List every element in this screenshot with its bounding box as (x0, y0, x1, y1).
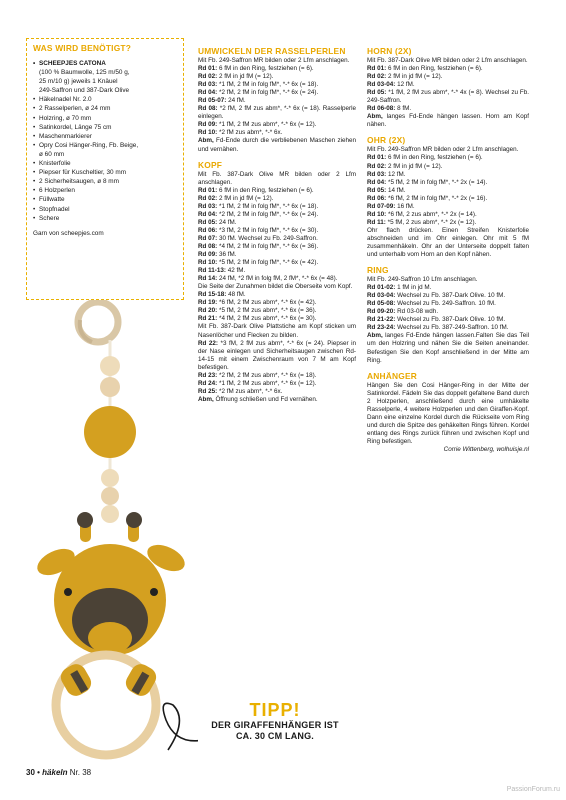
section-heading: OHR (2X) (367, 135, 406, 146)
round-label: Rd 21-22: (367, 316, 396, 324)
round-instruction (367, 113, 529, 129)
round-label: Rd 07-09: (367, 202, 396, 210)
round-text: langes Fd-Ende hängen lassen. Horn am Kopf nähen. (367, 113, 529, 129)
crochet-rattle-ball (84, 406, 136, 458)
materials-item: • Piepser für Kuscheltier, 30 mm (33, 168, 178, 177)
footer-dot: • (37, 768, 43, 777)
materials-item: 249-Saffron und 387-Dark Olive (39, 87, 130, 95)
round-instruction (198, 195, 356, 203)
instruction-text: Mit Fb. 249-Saffron MR bilden oder 2 Lfm anschlagen. (198, 57, 350, 64)
round-text: *2 fM zus abm*, *-* 6x. (217, 387, 283, 395)
round-label: Rd 05: (367, 89, 387, 97)
magazine-logo: häkeln (42, 768, 68, 777)
round-text: *2 fM, 2 fM zus abm*, *-* 6x (= 18). (217, 371, 317, 379)
round-label: Rd 09: (198, 251, 218, 259)
round-label: Rd 07: (198, 234, 218, 242)
round-text: Öffnung schließen und Fd vernähen. (213, 395, 318, 403)
round-text: *1 fM, 2 fM in folg fM*, *-* 6x (= 18). (217, 81, 319, 89)
round-text: *6 fM, 2 fM in folg fM*, *-* 2x (= 16). (386, 194, 488, 202)
round-instruction (198, 65, 356, 73)
giraffe-rattle-photo (18, 300, 198, 770)
round-instruction (198, 340, 356, 372)
round-label: Rd 03: (367, 170, 387, 178)
round-label: Rd 02: (367, 162, 387, 170)
round-text: *2 fM, 2 fM in folg fM*, *-* 6x (= 24). (217, 210, 319, 218)
round-label: Abm, (198, 137, 214, 145)
round-text: 2 fM in jd fM (= 12). (386, 162, 443, 170)
round-instruction (367, 219, 529, 227)
instruction-text: Die Seite der Zunahmen bildet die Oberseite vom Kopf. (198, 283, 353, 291)
round-instruction (367, 89, 529, 105)
round-instruction (367, 187, 529, 195)
round-text: *5 fM, 2 zus abm*, *-* 2x (= 12). (385, 218, 477, 226)
instruction-text: Mit Fb. 387-Dark Olive Plattstiche am Kopf sticken um Nasenlöcher und Flecken zu bilden. (198, 323, 356, 339)
round-instruction (198, 129, 356, 137)
round-label: Rd 05-08: (367, 300, 396, 308)
materials-item: • Holzring, ø 70 mm (33, 114, 178, 123)
round-label: Rd 06-08: (367, 105, 396, 113)
round-label: Rd 01-02: (367, 284, 396, 292)
round-label: Rd 03-04: (367, 292, 396, 300)
round-instruction (198, 203, 356, 211)
materials-item: • Knisterfolie (33, 159, 178, 168)
round-label: Rd 11: (367, 218, 386, 226)
round-text: 6 fM in den Ring, festziehen (= 6). (386, 154, 483, 162)
round-instruction (198, 372, 356, 380)
tipp-line-1: DER GIRAFFENHÄNGER IST (211, 720, 339, 730)
round-text: 2 fM in jd fM (= 12). (386, 73, 443, 81)
wood-bead (101, 505, 119, 523)
round-text: langes Fd-Ende hängen lassen.Falten Sie das Teil um den Holzring und nähen Sie die Seiten aneinander. Befestigen Sie den Kopf anschließend in der Mitte am Ring. (367, 332, 529, 364)
column-instructions-2 (367, 46, 529, 454)
round-label: Rd 23: (198, 371, 218, 379)
materials-heading: WAS WIRD BENÖTIGT? (33, 43, 132, 53)
round-text: *1 fM, 2 fM zus abm*, *-* 4x (= 8). Wechsel zu Fb. 249-Saffron. (367, 89, 529, 105)
round-text: *2 fM, 2 fM in folg fM*, *-* 6x (= 24). (217, 89, 319, 97)
section-heading: RING (367, 265, 389, 276)
round-instruction (367, 308, 529, 316)
round-label: Rd 14: (198, 275, 218, 283)
tipp-title: TIPP! (249, 700, 301, 720)
instruction-text: Ohr flach drücken. Einen Streifen Knisterfolie abschneiden und im Ohr einlegen. Ohr mit 5 fM zusammenhäkeln. Ohr an der Unterseite doppelt falten und unterhalb vom Horn an den Kopf nähen. (367, 226, 529, 259)
section-heading: ANHÄNGER (367, 370, 417, 381)
round-instruction (367, 292, 529, 300)
round-instruction (367, 316, 529, 324)
round-instruction (198, 275, 356, 283)
materials-item: • SCHEEPJES CATONA (33, 59, 178, 68)
round-label: Rd 08: (198, 242, 218, 250)
issue-number: Nr. 38 (69, 768, 92, 777)
materials-list (33, 59, 178, 223)
round-label: Rd 19: (198, 299, 218, 307)
round-instruction (367, 65, 529, 73)
page-number: 30 (26, 768, 35, 777)
round-instruction (198, 380, 356, 388)
round-text: *4 fM, 2 fM zus abm*, *-* 6x (= 30). (217, 315, 317, 323)
round-instruction (367, 284, 529, 292)
round-instruction (367, 332, 529, 364)
author-credit: Corrie Wittenberg, wolhuisje.nl (443, 445, 529, 453)
round-label: Rd 05: (198, 218, 218, 226)
round-label: Rd 03-04: (367, 81, 396, 89)
round-text: *1 fM, 2 fM zus abm*, *-* 6x (= 12). (217, 379, 317, 387)
round-label: Rd 06: (198, 226, 218, 234)
materials-item: • Opry Cosi Hänger-Ring, Fb. Beige, (33, 141, 178, 150)
round-text: 36 fM. (217, 251, 237, 259)
wood-bead (101, 469, 119, 487)
round-instruction (198, 243, 356, 251)
round-label: Rd 24: (198, 379, 218, 387)
round-label: Rd 09: (198, 121, 218, 129)
round-text: 24 fM. (217, 218, 237, 226)
round-label: Rd 08: (198, 105, 218, 113)
round-text: 42 fM. (226, 267, 246, 275)
round-text: Rd 03-08 wdh. (395, 308, 439, 316)
round-text: *1 fM, 2 fM in folg fM*, *-* 6x (= 18). (217, 202, 319, 210)
round-label: Rd 25: (198, 387, 218, 395)
round-label: Rd 11-13: (198, 267, 226, 275)
instruction-text: Mit Fb. 249-Saffron MR bilden oder 2 Lfm anschlagen. (367, 146, 519, 154)
round-instruction (367, 81, 529, 89)
round-text: 24 fM. (226, 97, 246, 105)
round-instruction (198, 259, 356, 267)
round-text: 8 fM. (395, 105, 412, 113)
round-instruction (367, 105, 529, 113)
round-text: 6 fM in den Ring, festziehen (= 6). (217, 65, 314, 73)
round-text: *5 fM, 2 fM in folg fM*, *-* 6x (= 42). (217, 259, 319, 267)
round-text: 48 fM. (226, 291, 246, 299)
round-text: 6 fM in den Ring, festziehen (= 6). (386, 65, 483, 73)
round-instruction (198, 267, 356, 275)
round-text: *6 fM, 2 zus abm*, *-* 2x (= 14). (386, 210, 477, 218)
round-text: 1 fM in jd M. (395, 284, 432, 292)
round-label: Rd 04: (367, 178, 387, 186)
round-instruction (198, 251, 356, 259)
giraffe-horn-tip (77, 512, 93, 528)
tipp-box (195, 700, 355, 742)
materials-item: • Schere (33, 214, 178, 223)
round-text: *5 fM, 2 fM zus abm*, *-* 6x (= 36). (217, 307, 317, 315)
round-text: 12 fM. (395, 81, 415, 89)
round-instruction (198, 97, 356, 105)
round-text: 14 fM. (386, 186, 406, 194)
round-text: 2 fM in jd fM (= 12). (217, 73, 274, 81)
round-text: Fd-Ende durch die verbliebenen Maschen ziehen und vernähen. (198, 137, 356, 153)
round-text: Wechsel zu Fb. 387-Dark Olive. 10 fM. (395, 316, 506, 324)
tipp-line-2: CA. 30 CM LANG. (235, 731, 314, 741)
round-text: *1 fM, 2 fM zus abm*, *-* 6x (= 12). (217, 121, 317, 129)
round-label: Rd 09-20: (367, 308, 396, 316)
round-instruction (367, 163, 529, 171)
round-instruction (198, 219, 356, 227)
round-label: Rd 01: (367, 154, 387, 162)
round-label: Abm, (367, 113, 383, 121)
round-label: Rd 20: (198, 307, 218, 315)
round-instruction (367, 73, 529, 81)
round-label: Rd 04: (198, 210, 218, 218)
round-text: *6 fM, 2 fM zus abm*, *-* 6x (= 42). (217, 299, 317, 307)
round-instruction (198, 227, 356, 235)
round-instruction (367, 195, 529, 203)
round-instruction (198, 89, 356, 97)
wood-bead (100, 356, 120, 376)
instruction-text: Hängen Sie den Cosi Hänger-Ring in der Mitte der Satinkordel. Fädeln Sie das doppelt gefaltene Band durch 2 Holzperlen, anschließend durch eine umhäkelte Rasselperle, 4 weitere Holzperlen und den Giraffen-Kopf. Dann eine einzelne Kordel durch die Rückseite vom Ring und durch die Spitze des gehäkelten Rings führen. Kordel entlang des Rings zurück führen und zwischen Kopf und Ring befestigen. (367, 381, 529, 445)
round-instruction (198, 388, 356, 396)
section-heading: UMWICKELN DER RASSELPERLEN (198, 46, 346, 56)
round-label: Rd 05: (367, 186, 387, 194)
materials-item: • 6 Holzperlen (33, 186, 178, 195)
round-instruction (367, 179, 529, 187)
materials-item: • Häkelnadel Nr. 2.0 (33, 95, 178, 104)
round-text: 12 fM. (386, 170, 406, 178)
round-instruction (198, 291, 356, 299)
round-instruction (198, 299, 356, 307)
round-text: 2 fM in jd fM (= 12). (217, 194, 274, 202)
watermark: PassionForum.ru (506, 786, 560, 793)
materials-item: ø 60 mm (39, 150, 65, 158)
giraffe-eye (150, 588, 158, 596)
round-text: 30 fM. Wechsel zu Fb. 249-Saffron. (217, 234, 318, 242)
round-label: Rd 01: (198, 65, 218, 73)
round-instruction (198, 137, 356, 153)
round-text: Wechsel zu Fb. 387-Dark Olive. 10 fM. (395, 292, 506, 300)
round-text: *2 fM zus abm*, *-* 6x. (217, 129, 283, 137)
section-heading: KOPF (198, 159, 223, 170)
round-text: Wechsel zu Fb. 249-Saffron. 10 fM. (395, 300, 496, 308)
round-label: Rd 06: (367, 194, 387, 202)
round-text: 24 fM, *2 fM in folg fM, 2 fM*, *-* 6x (= 48). (217, 275, 338, 283)
materials-item: • Füllwatte (33, 195, 178, 204)
materials-item: (100 % Baumwolle, 125 m/50 g, (39, 69, 130, 77)
round-label: Rd 15-18: (198, 291, 227, 299)
round-instruction (367, 171, 529, 179)
arrow-doodle (163, 703, 198, 750)
materials-item: • 2 Rasselperlen, ø 24 mm (33, 104, 178, 113)
instruction-text: Mit Fb. 387-Dark Olive MR bilden oder 2 Lfm anschlagen. (198, 170, 356, 186)
round-label: Abm, (198, 395, 214, 403)
giraffe-eye (64, 588, 72, 596)
materials-box (26, 38, 184, 300)
round-text: *3 fM, 2 fM zus abm*, *-* 6x (= 24). Piepser in der Nase einlegen und Sicherheitsaugen zwischen Rd-14-15 mit einem Zwischenraum von 7 M am Kopf befestigen. (198, 339, 356, 371)
round-label: Rd 23-24: (367, 324, 396, 332)
round-text: Wechsel zu Fb. 387-249-Saffron. 10 fM. (395, 324, 509, 332)
round-instruction (198, 187, 356, 195)
round-instruction (367, 324, 529, 332)
round-instruction (367, 211, 529, 219)
round-label: Rd 02: (198, 194, 218, 202)
round-label: Rd 01: (198, 186, 218, 194)
materials-item: • Stopfnadel (33, 205, 178, 214)
round-instruction (198, 396, 356, 404)
round-instruction (198, 81, 356, 89)
round-instruction (367, 154, 529, 162)
round-instruction (367, 203, 529, 211)
round-text: 16 fM. (395, 202, 415, 210)
giraffe-horn-tip (126, 512, 142, 528)
round-instruction (198, 73, 356, 81)
wood-bead (100, 377, 120, 397)
round-instruction (198, 211, 356, 219)
round-text: *5 fM, 2 fM in folg fM*, *-* 2x (= 14). (386, 178, 488, 186)
round-label: Rd 03: (198, 202, 218, 210)
round-label: Rd 10: (198, 129, 218, 137)
round-instruction (198, 307, 356, 315)
wood-bead (101, 487, 119, 505)
materials-item: • Maschenmarkierer (33, 132, 178, 141)
page-footer (26, 768, 91, 777)
round-text: 6 fM in den Ring, festziehen (= 6). (217, 186, 314, 194)
round-text: *2 fM, 2 fM zus abm*, *-* 6x (= 18). Rasselperle einlegen. (198, 105, 356, 121)
giraffe-snout-tip (88, 622, 132, 654)
round-instruction (198, 235, 356, 243)
round-label: Rd 22: (198, 339, 218, 347)
section-heading: HORN (2X) (367, 46, 412, 56)
round-text: *4 fM, 2 fM in folg fM*, *-* 6x (= 36). (217, 242, 319, 250)
round-label: Rd 03: (198, 81, 218, 89)
materials-item: • Satinkordel, Länge 75 cm (33, 123, 178, 132)
round-instruction (198, 105, 356, 121)
instruction-text: Mit Fb. 249-Saffron 10 Lfm anschlagen. (367, 276, 478, 284)
round-label: Rd 10: (198, 259, 218, 267)
materials-item: 25 m/10 g) jeweils 1 Knäuel (39, 78, 118, 86)
round-text: *3 fM, 2 fM in folg fM*, *-* 6x (= 30). (217, 226, 319, 234)
round-label: Rd 02: (367, 73, 387, 81)
materials-item: • 2 Sicherheitsaugen, ø 8 mm (33, 177, 178, 186)
round-instruction (198, 315, 356, 323)
column-instructions-1 (198, 46, 356, 404)
round-label: Rd 01: (367, 65, 387, 73)
round-label: Rd 04: (198, 89, 218, 97)
yarn-source: Garn von scheepjes.com (33, 229, 104, 237)
instruction-text: Mit Fb. 387-Dark Olive MR bilden oder 2 Lfm anschlagen. (367, 57, 528, 64)
round-label: Rd 10: (367, 210, 387, 218)
round-label: Rd 05-07: (198, 97, 227, 105)
round-instruction (367, 300, 529, 308)
round-instruction (198, 121, 356, 129)
round-label: Abm, (367, 332, 383, 340)
round-label: Rd 02: (198, 73, 218, 81)
round-label: Rd 21: (198, 315, 218, 323)
